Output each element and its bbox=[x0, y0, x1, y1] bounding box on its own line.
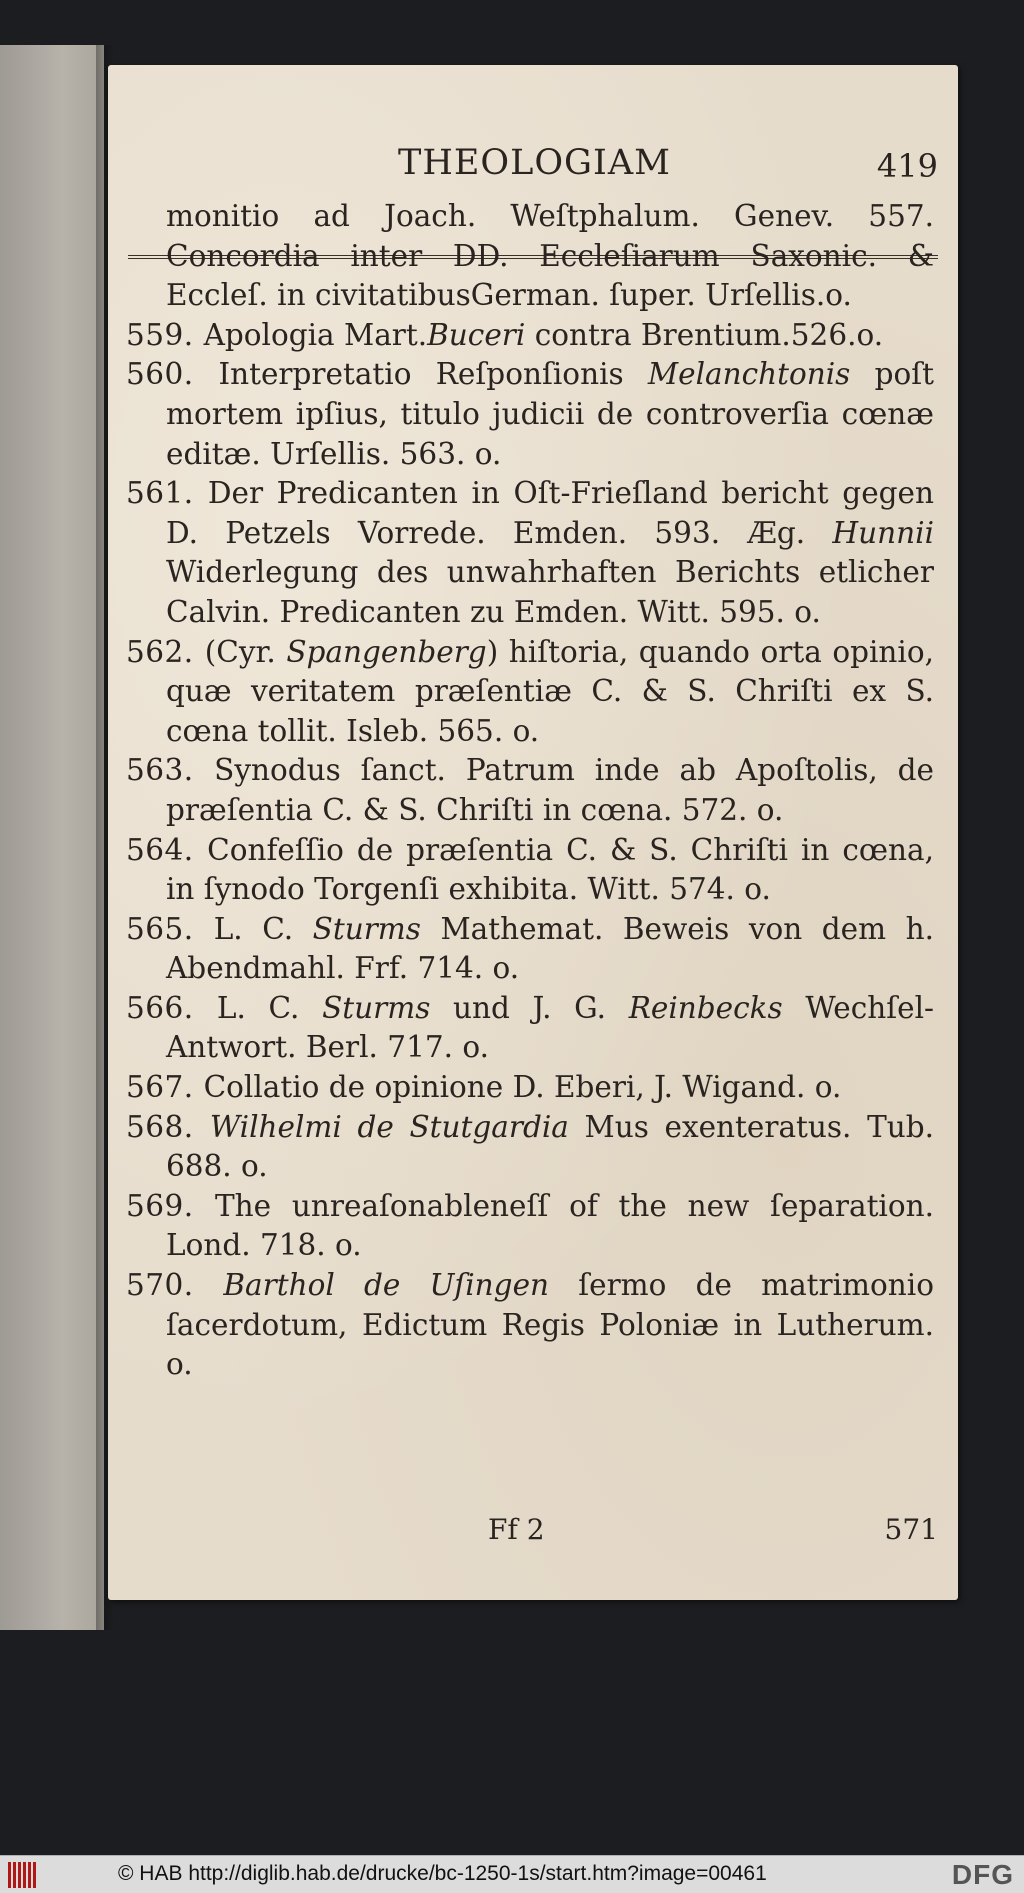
catalog-entry bbox=[126, 1068, 934, 1108]
entry-number: 559. bbox=[126, 317, 204, 352]
entry-text: Wechſel-Antwort. Berl. 717. o. bbox=[166, 990, 935, 1065]
entry-text: Interpretatio Reſponſionis bbox=[218, 357, 648, 392]
catalog-entry bbox=[126, 197, 934, 316]
entry-text: Synodus ſanct. Patrum inde ab Apoſtolis, de præſentia C. & S. Chriſti in cœna. 572. o. bbox=[166, 753, 935, 827]
entry-number: 566. bbox=[126, 990, 217, 1025]
entry-number: 563. bbox=[126, 753, 215, 788]
entry-text-italic: Barthol de Uſingen bbox=[223, 1268, 550, 1303]
entry-text-italic: Reinbecks bbox=[628, 990, 783, 1025]
entry-text: ſermo de matrimonio ſacerdotum, Edictum Regis Poloniæ in Lutherum. o. bbox=[166, 1268, 934, 1382]
catalog-entry bbox=[126, 751, 934, 830]
entry-text: (Cyr. bbox=[204, 634, 287, 669]
entry-text-italic: Sturms bbox=[312, 911, 421, 946]
catalog-entry bbox=[126, 355, 934, 474]
entry-text: The unreaſonableneſſ of the new ſeparation. Lond. 718. o. bbox=[166, 1188, 935, 1263]
entry-number: 560. bbox=[126, 357, 219, 392]
entry-text-italic: Buceri bbox=[427, 317, 526, 352]
credit-link[interactable]: © HAB http://diglib.hab.de/drucke/bc-1250-1s/start.htm?image=00461 bbox=[118, 1862, 767, 1885]
catalog-entry bbox=[126, 910, 934, 989]
entry-text: Mathemat. Beweis von dem h. Abendmahl. Frf. 714. o. bbox=[166, 911, 934, 986]
book-page bbox=[108, 65, 958, 1600]
catalog-entry bbox=[126, 1187, 934, 1266]
page-number: 419 bbox=[876, 147, 938, 185]
signature-mark: Ff 2 bbox=[488, 1513, 545, 1546]
running-title: THEOLOGIAM bbox=[398, 143, 671, 183]
catalog-entry bbox=[126, 633, 934, 752]
entry-text-italic: Melanchtonis bbox=[647, 357, 851, 392]
catalog-entry bbox=[126, 831, 934, 910]
entry-text: Apologia Mart. bbox=[203, 317, 428, 352]
entry-text: Confeſſio de præſentia C. & S. Chriſti in cœna, in ſynodo Torgenſi exhibita. Witt. 574. o. bbox=[166, 832, 934, 907]
library-barcode-icon bbox=[8, 1862, 48, 1888]
entry-number: 562. bbox=[126, 634, 205, 669]
entry-text: und J. G. bbox=[430, 990, 629, 1025]
entry-text: poſt mortem ipſius, titulo judicii de controverſia cœnæ editæ. Urſellis. 563. o. bbox=[166, 357, 934, 471]
entry-number: 570. bbox=[126, 1268, 224, 1303]
entry-text: Widerlegung des unwahrhaften Berichts etlicher Calvin. Predicanten zu Emden. Witt. 595. o. bbox=[166, 555, 934, 629]
entry-text: Collatio de opinione D. Eberi, J. Wigand. o. bbox=[203, 1070, 842, 1105]
dfg-logo: DFG bbox=[951, 1859, 1014, 1890]
catchword: 571 bbox=[884, 1513, 938, 1546]
entry-list bbox=[126, 197, 934, 1385]
credit-bar bbox=[0, 1855, 1024, 1893]
entry-number: 565. bbox=[126, 911, 214, 946]
entry-text-italic: Wilhelmi de Stutgardia bbox=[209, 1109, 569, 1144]
entry-number: 568. bbox=[126, 1109, 210, 1144]
entry-number: 569. bbox=[126, 1188, 215, 1223]
entry-number: 561. bbox=[126, 476, 208, 511]
entry-text-italic: Spangenberg bbox=[286, 634, 487, 669]
running-head bbox=[128, 143, 938, 203]
page-footer bbox=[128, 1513, 938, 1558]
entry-number: 567. bbox=[126, 1070, 204, 1105]
entry-text: Der Predicanten in Oſt-Frieſland bericht gegen D. Petzels Vorrede. Emden. 593. Æg. bbox=[166, 476, 934, 550]
entry-text-italic: Hunnii bbox=[832, 515, 934, 550]
entry-text: L. C. bbox=[216, 990, 323, 1025]
entry-text: contra Brentium.526.o. bbox=[525, 317, 884, 352]
catalog-entry bbox=[126, 989, 934, 1068]
catalog-entry bbox=[126, 1266, 934, 1385]
entry-text: ) hiſtoria, quando orta opinio, quæ veritatem præſentiæ C. & S. Chriſti ex S. cœna tollit. Isleb. 565. o. bbox=[166, 634, 935, 748]
entry-text: L. C. bbox=[213, 911, 313, 946]
entry-text: Mus exenteratus. Tub. 688. o. bbox=[166, 1109, 935, 1184]
entry-text-italic: Sturms bbox=[322, 990, 431, 1025]
entry-number: 564. bbox=[126, 832, 208, 867]
entry-text: monitio ad Joach. Weſtphalum. Genev. 557. Concordia inter DD. Eccleſiarum Saxonic. & Eccleſ. in civitatibusGerman. ſuper. Urſellis.o. bbox=[166, 199, 934, 313]
catalog-entry bbox=[126, 1108, 934, 1187]
previous-page-edge bbox=[0, 45, 104, 1630]
catalog-entry bbox=[126, 316, 934, 356]
catalog-entry bbox=[126, 474, 934, 632]
